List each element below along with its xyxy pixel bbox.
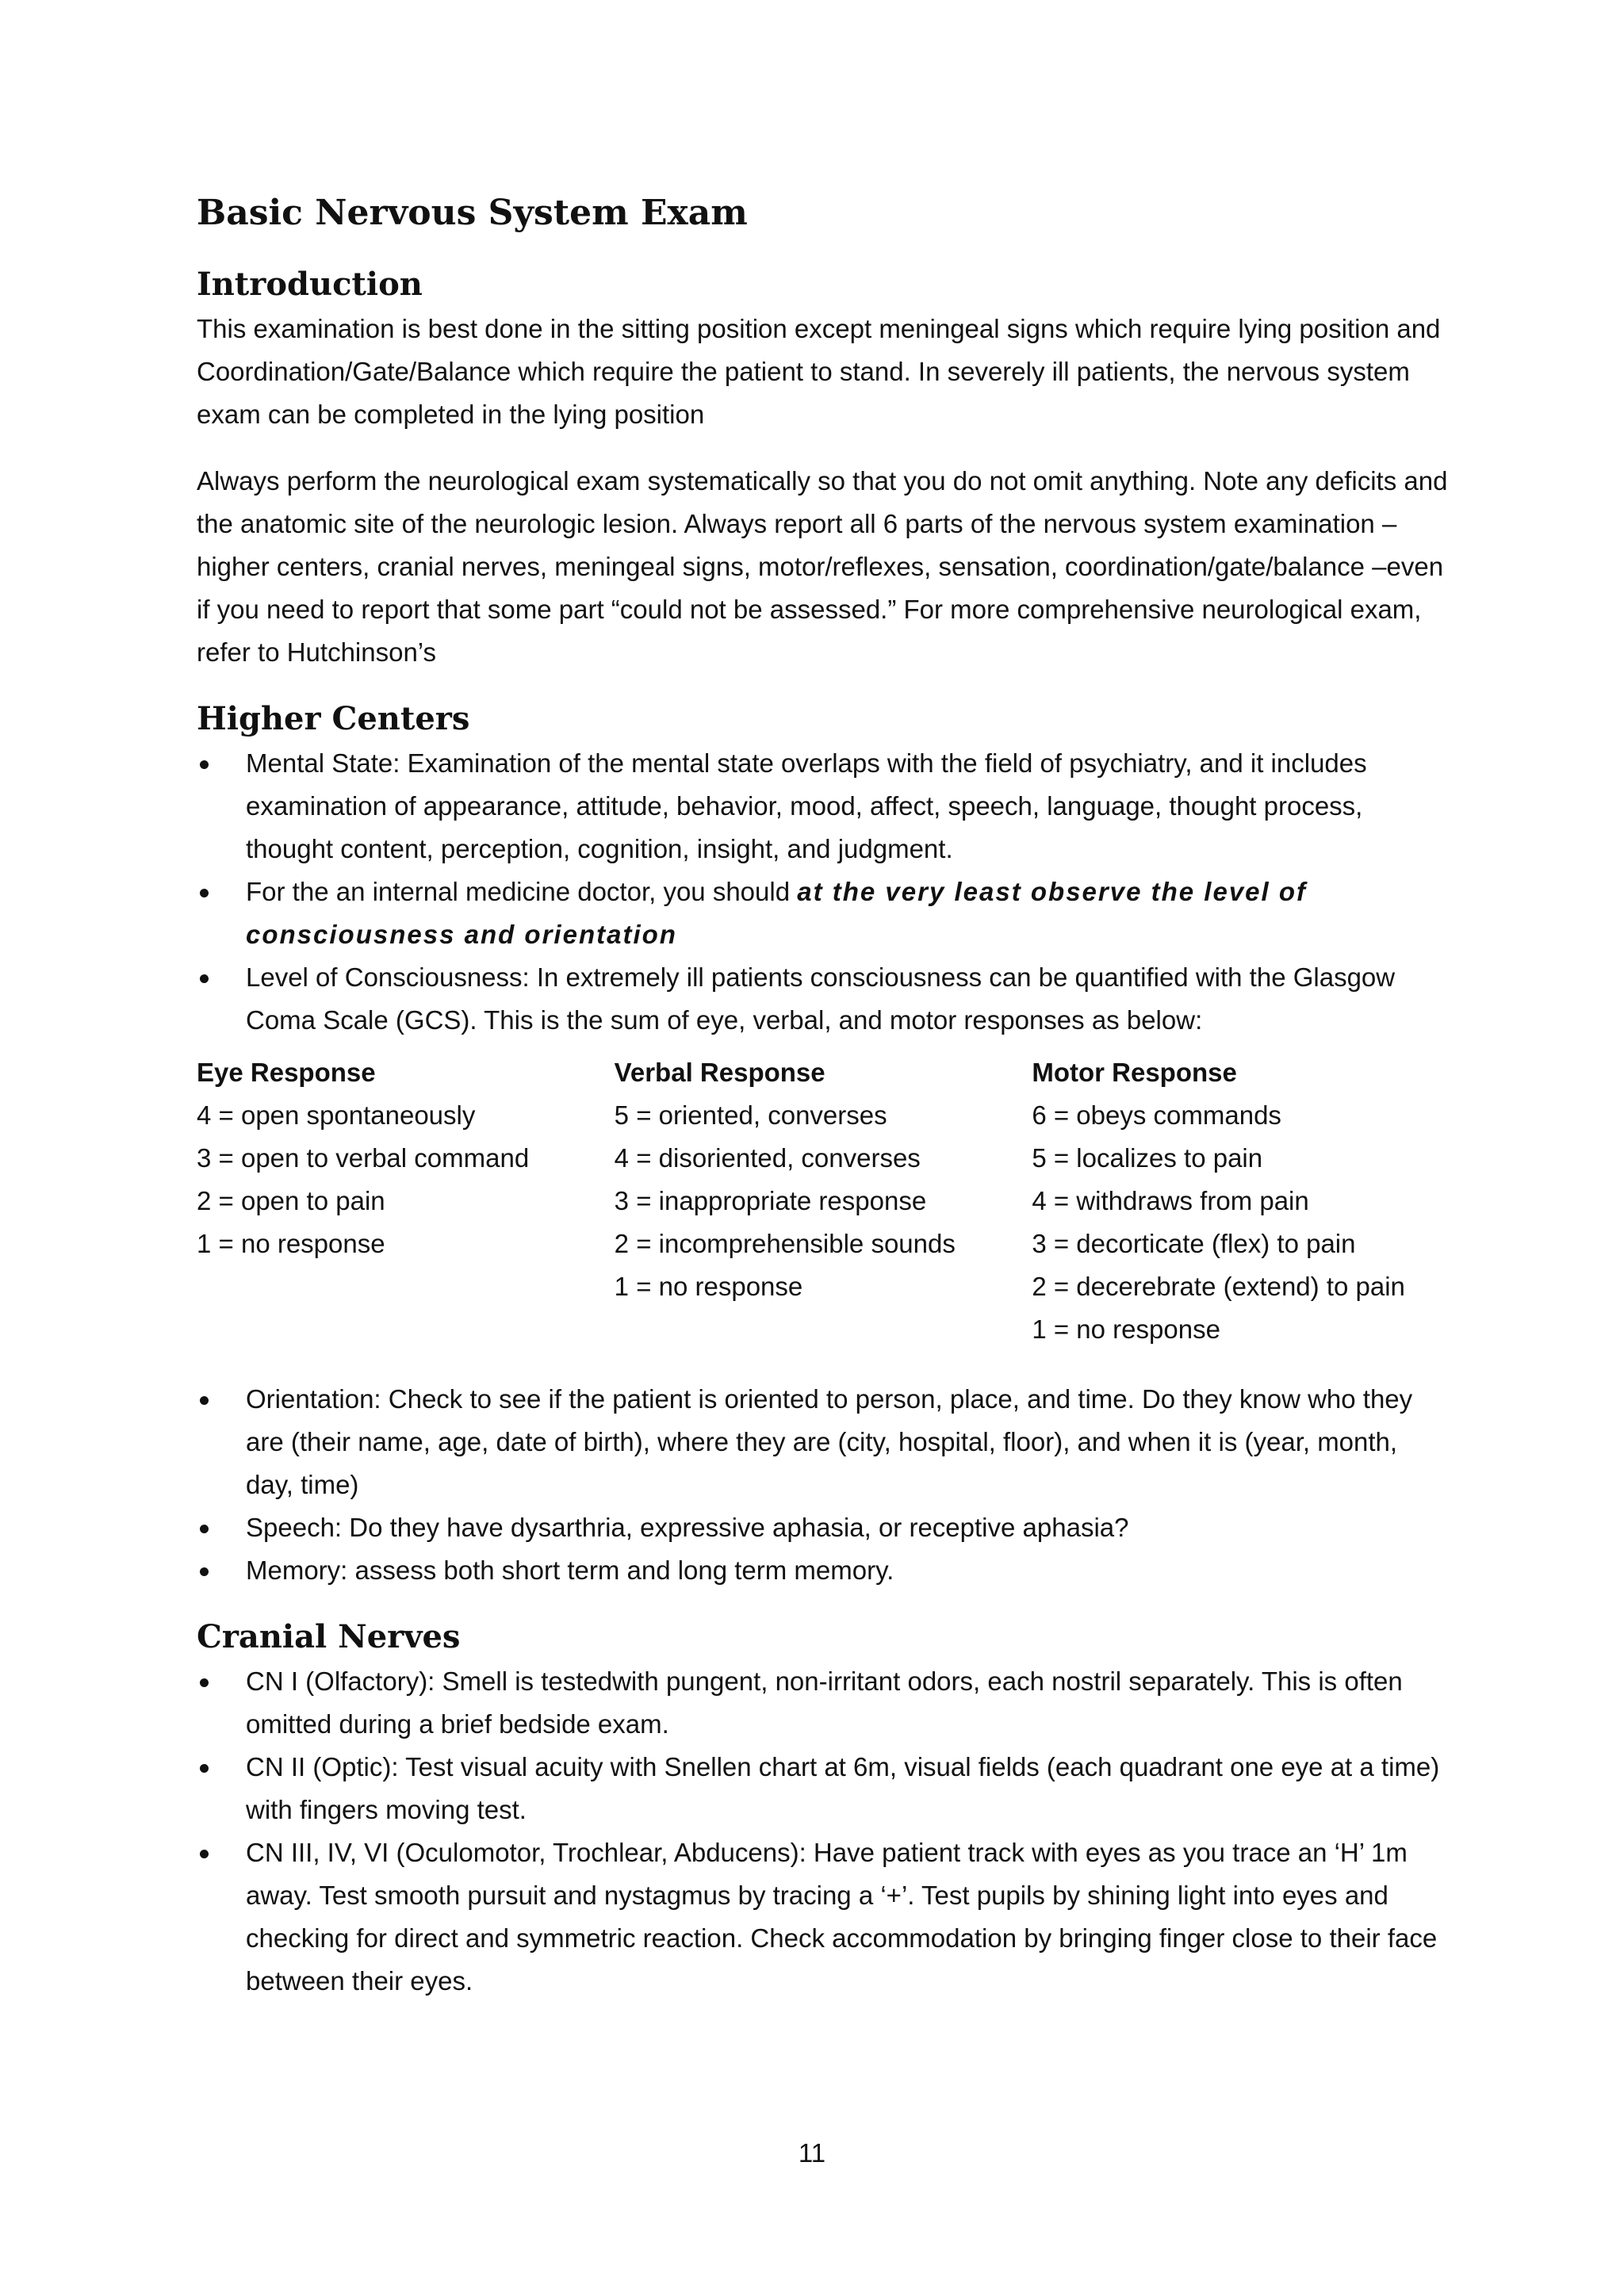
list-item (197, 1549, 1450, 1592)
list-item (197, 1831, 1450, 2003)
table-cell: 1 = no response (197, 1229, 385, 1258)
bullet-icon (200, 1567, 209, 1576)
higher-centers-heading: Higher Centers (197, 700, 470, 737)
list-item-text: Level of Consciousness: In extremely ill patients consciousness can be quantified with the Glasgow Coma Scale (GCS). This is the sum of eye, verbal, and motor responses as below: (246, 962, 1396, 1035)
table-cell: 2 = decerebrate (extend) to pain (1032, 1272, 1405, 1301)
introduction-paragraph: This examination is best done in the sitting position except meningeal signs which require lying position and Coordination/Gate/Balance which require the patient to stand. In severely ill patients, the nervous system exam can be completed in the lying position (197, 314, 1441, 429)
higher-centers-list-continued (197, 1378, 1450, 1592)
list-item-text: CN III, IV, VI (Oculomotor, Trochlear, Abducens): Have patient track with eyes as you trace an ‘H’ 1m away. Test smooth pursuit and nystagmus by tracing a ‘+’. Test pupils by shining light into eyes and checking for direct and symmetric reaction. Check accommodation by bringing finger close to their face between their eyes. (246, 1838, 1438, 1996)
list-item-text: Mental State: Examination of the mental state overlaps with the field of psychiatry, and it includes examination of appearance, attitude, behavior, mood, affect, speech, language, thought process, thought content, perception, cognition, insight, and judgment. (246, 748, 1367, 863)
table-cell: 4 = open spontaneously (197, 1100, 476, 1130)
list-item-text: For the an internal medicine doctor, you should (246, 877, 798, 906)
bullet-icon (200, 974, 209, 983)
table-cell: 4 = withdraws from pain (1032, 1186, 1309, 1215)
table-cell: 1 = no response (614, 1272, 803, 1301)
table-cell: 5 = localizes to pain (1032, 1143, 1263, 1173)
list-item (197, 1506, 1450, 1549)
list-item (197, 871, 1450, 956)
bullet-icon (200, 1764, 209, 1773)
verbal-response-column (615, 1051, 1032, 1351)
table-cell: 2 = open to pain (197, 1186, 385, 1215)
column-header: Motor Response (1032, 1058, 1237, 1087)
table-cell: 4 = disoriented, converses (614, 1143, 921, 1173)
table-cell: 6 = obeys commands (1032, 1100, 1281, 1130)
bullet-icon (200, 1678, 209, 1687)
list-item-text: CN I (Olfactory): Smell is testedwith pungent, non-irritant odors, each nostril separately. This is often omitted during a brief bedside exam. (246, 1667, 1403, 1739)
document-title: Basic Nervous System Exam (197, 193, 748, 233)
table-cell: 3 = decorticate (flex) to pain (1032, 1229, 1356, 1258)
table-cell: 3 = open to verbal command (197, 1143, 530, 1173)
list-item (197, 956, 1450, 1042)
list-item (197, 1746, 1450, 1831)
table-cell: 5 = oriented, converses (614, 1100, 887, 1130)
motor-response-column (1032, 1051, 1450, 1351)
list-item (197, 742, 1450, 871)
list-item-text: CN II (Optic): Test visual acuity with Snellen chart at 6m, visual fields (each quadrant one eye at a time) with fingers moving test. (246, 1752, 1440, 1824)
bullet-icon (200, 1525, 209, 1533)
introduction-heading: Introduction (197, 266, 423, 303)
cranial-nerves-list (197, 1660, 1450, 2003)
bullet-icon (200, 1850, 209, 1858)
eye-response-column (197, 1051, 615, 1351)
list-item-text: Memory: assess both short term and long term memory. (246, 1556, 894, 1585)
list-item-text: Speech: Do they have dysarthria, expressive aphasia, or receptive aphasia? (246, 1513, 1129, 1542)
introduction-paragraph: Always perform the neurological exam systematically so that you do not omit anything. Note any deficits and the anatomic site of the neurologic lesion. Always report all 6 parts of the nervous system examination – higher centers, cranial nerves, meningeal signs, motor/reflexes, sensation, coordination/gate/balance –even if you need to report that some part “could not be assessed.” For more comprehensive neurological exam, refer to Hutchinson’s (197, 466, 1448, 667)
table-cell: 3 = inappropriate response (614, 1186, 927, 1215)
higher-centers-list (197, 742, 1450, 1042)
gcs-table (197, 1051, 1450, 1351)
page-content (197, 190, 1450, 2026)
bullet-icon (200, 760, 209, 769)
page-number: 11 (798, 2138, 826, 2168)
bullet-icon (200, 889, 209, 897)
table-cell: 2 = incomprehensible sounds (614, 1229, 956, 1258)
bullet-icon (200, 1396, 209, 1405)
column-header: Eye Response (197, 1058, 376, 1087)
list-item (197, 1660, 1450, 1746)
list-item (197, 1378, 1450, 1506)
list-item-text: Orientation: Check to see if the patient is oriented to person, place, and time. Do they know who they are (their name, age, date of birth), where they are (city, hospital, floor), and when it is (year, month, day, time) (246, 1384, 1413, 1499)
table-cell: 1 = no response (1032, 1314, 1220, 1344)
cranial-nerves-heading: Cranial Nerves (197, 1618, 461, 1655)
column-header: Verbal Response (614, 1058, 825, 1087)
emphasis-text: at the very least observe the level of consciousness and orientation (246, 877, 1308, 949)
